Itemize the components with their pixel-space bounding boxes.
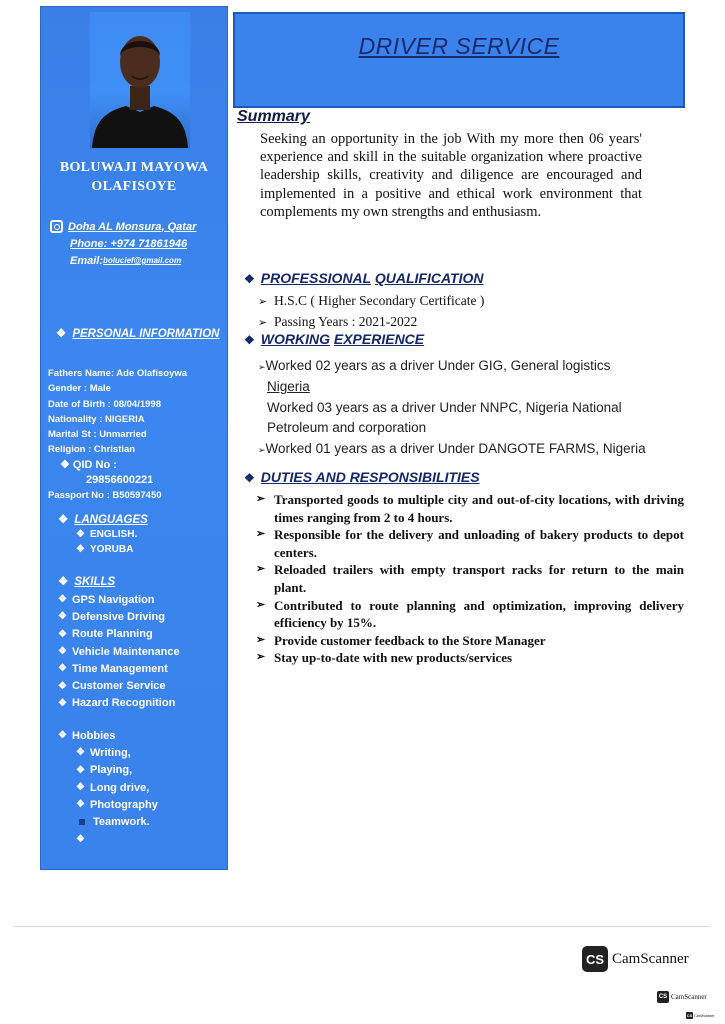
arrow-bullet-icon: ➢ — [256, 563, 266, 576]
skills-heading: ❖ SKILLS — [58, 576, 116, 588]
camscanner-watermark-tiny — [686, 1012, 714, 1019]
arrow-bullet-icon: ➢ — [256, 598, 266, 611]
duties-list — [256, 491, 684, 667]
arrow-bullet-icon: ➢ — [256, 633, 266, 646]
diamond-bullet-icon: ❖ — [60, 458, 73, 471]
skill-item: ❖ Hazard Recognition — [58, 697, 176, 710]
skill-item: ❖ Vehicle Maintenance — [58, 645, 180, 658]
arrow-bullet-icon: ➢ — [258, 362, 266, 372]
diamond-bullet-icon: ❖ — [58, 611, 67, 623]
duty-item: ➢ Contributed to route planning and optimization, improving delivery efficiency by 15%. — [256, 597, 684, 631]
location-pin-icon — [50, 220, 63, 233]
hobby-item: ❖ Writing, — [76, 746, 131, 759]
qualification-item: ➢ H.S.C ( Higher Secondary Certificate ) — [258, 291, 484, 312]
candidate-name — [40, 158, 228, 196]
marital-status: Marital St : Unmarried — [48, 429, 147, 441]
camscanner-logo-icon: CS — [582, 946, 608, 972]
qualification-heading: ❖ PROFESSIONAL QUALIFICATION — [244, 270, 484, 286]
header-banner — [233, 12, 685, 108]
skill-item: ❖ GPS Navigation — [58, 593, 155, 606]
diamond-bullet-icon: ❖ — [244, 333, 255, 347]
name-line-1: BOLUWAJI MAYOWA — [59, 160, 209, 175]
diamond-bullet-icon: ❖ — [244, 471, 255, 485]
diamond-bullet-icon: ❖ — [244, 272, 255, 286]
duty-item: ➢ Reloaded trailers with empty transport racks for return to the main plant. — [256, 562, 684, 595]
arrow-bullet-icon: ➢ — [258, 317, 268, 329]
languages-list — [58, 527, 137, 557]
diamond-bullet-icon: ❖ — [58, 646, 67, 658]
experience-item-cont: Petroleum and corporation — [267, 420, 427, 436]
duty-item: ➢ Stay up-to-date with new products/services — [256, 650, 513, 666]
diamond-bullet-icon: ❖ — [76, 529, 85, 540]
skill-item: ❖ Defensive Driving — [58, 610, 165, 623]
diamond-bullet-icon: ❖ — [58, 680, 67, 692]
diamond-bullet-icon: ❖ — [76, 544, 85, 555]
camscanner-label: CamScanner — [612, 950, 689, 967]
religion: Religion : Christian — [48, 444, 136, 456]
duty-item: ➢ Transported goods to multiple city and out-of-city locations, with driving times ranging from 2 to 4 hours. — [256, 492, 684, 525]
arrow-bullet-icon: ➢ — [258, 296, 268, 308]
diamond-bullet-icon: ❖ — [76, 782, 85, 794]
email-label: Email: — [70, 254, 104, 267]
experience-heading: ❖ WORKING EXPERIENCE — [244, 331, 425, 347]
diamond-bullet-icon: ❖ — [58, 663, 67, 675]
phone-row — [50, 235, 230, 252]
email-row — [50, 252, 230, 269]
skill-item: ❖ Customer Service — [58, 680, 166, 693]
diamond-bullet-icon: ❖ — [58, 514, 69, 526]
personal-info-heading: ❖ PERSONAL INFORMATION — [56, 328, 220, 340]
square-bullet-icon — [79, 819, 85, 825]
hobby-empty-item — [58, 831, 158, 848]
email-link[interactable]: bolucief@gmail.com — [103, 256, 182, 265]
profile-photo — [90, 12, 190, 148]
person-silhouette-icon — [90, 12, 190, 148]
arrow-bullet-icon: ➢ — [256, 528, 266, 541]
hobby-item: ❖ Long drive, — [76, 781, 150, 794]
arrow-bullet-icon: ➢ — [258, 444, 266, 455]
nationality: Nationality : NIGERIA — [48, 413, 145, 425]
language-item: ❖ YORUBA — [76, 544, 134, 555]
camscanner-logo-icon: CS — [686, 1013, 693, 1018]
diamond-bullet-icon: ❖ — [76, 764, 85, 776]
skill-item: ❖ Route Planning — [58, 628, 153, 641]
qualification-item: ➢ Passing Years : 2021-2022 — [258, 312, 484, 333]
sidebar — [40, 6, 228, 870]
experience-item: ➢Worked 01 years as a driver Under DANGOTE FARMS, Nigeria — [258, 440, 646, 456]
location-row — [50, 218, 230, 235]
summary-heading: Summary — [237, 108, 310, 125]
arrow-bullet-icon: ➢ — [256, 651, 266, 664]
diamond-bullet-icon: ❖ — [58, 730, 67, 742]
contact-block — [50, 218, 230, 269]
experience-list — [258, 356, 678, 460]
phone-text: Phone: +974 71861946 — [70, 237, 188, 250]
personal-info — [48, 366, 228, 504]
diamond-bullet-icon: ❖ — [58, 628, 67, 640]
experience-item: ➢Worked 02 years as a driver Under GIG, General logistics — [258, 358, 611, 373]
summary-text: Seeking an opportunity in the job With my more then 06 years' experience and skill in the suitable organization where proactive leadership skills, creativity and diligence are encouraged and implemented in a positive and ethical work environment that complements my own strengths and enthusiasm. — [260, 131, 642, 220]
experience-item: Worked 03 years as a driver Under NNPC, Nigeria National — [267, 399, 622, 415]
camscanner-watermark-small — [657, 991, 707, 1003]
diamond-bullet-icon: ❖ — [56, 328, 67, 340]
qid-value: 29856600221 — [86, 474, 154, 487]
location-text: Doha AL Monsura, Qatar — [68, 220, 197, 233]
camscanner-logo-icon: CS — [657, 991, 669, 1003]
duty-item: ➢ Provide customer feedback to the Store Manager — [256, 632, 546, 648]
date-of-birth: Date of Birth : 08/04/1998 — [48, 398, 161, 410]
language-item: ❖ ENGLISH. — [76, 529, 138, 540]
camscanner-label: CamScanner — [671, 993, 707, 1001]
diamond-bullet-icon: ❖ — [76, 833, 85, 845]
hobby-item: ❖ Playing, — [76, 764, 133, 777]
diamond-bullet-icon: ❖ — [76, 747, 85, 759]
arrow-bullet-icon: ➢ — [256, 493, 266, 505]
name-line-2: OLAFISOYE — [91, 179, 177, 194]
fathers-name: Fathers Name: Ade Olafisoywa — [48, 368, 188, 379]
experience-item-cont: Nigeria — [267, 379, 310, 395]
hobbies-heading: ❖ Hobbies — [58, 729, 116, 742]
hobby-item: Teamwork. — [58, 813, 158, 830]
skill-item: ❖ Time Management — [58, 662, 168, 675]
hobby-item: ❖ Photography — [76, 798, 158, 811]
camscanner-watermark — [582, 946, 689, 972]
diamond-bullet-icon: ❖ — [58, 576, 69, 588]
page-title: DRIVER SERVICE — [358, 33, 560, 59]
qid-label: QID No : — [72, 458, 117, 471]
diamond-bullet-icon: ❖ — [76, 799, 85, 811]
duties-heading: ❖ DUTIES AND RESPONSIBILITIES — [244, 469, 480, 485]
hobbies-list — [58, 727, 158, 848]
qualification-list — [258, 291, 484, 333]
passport-number: Passport No : B50597450 — [48, 490, 162, 502]
skills-list — [58, 591, 180, 712]
diamond-bullet-icon: ❖ — [58, 594, 67, 606]
duty-item: ➢ Responsible for the delivery and unloading of bakery products to depot centers. — [256, 527, 684, 560]
qid-label-row — [48, 458, 228, 473]
gender: Gender : Male — [48, 383, 111, 395]
languages-heading: ❖ LANGUAGES — [58, 514, 148, 526]
diamond-bullet-icon: ❖ — [58, 697, 67, 709]
camscanner-label: CamScanner — [694, 1013, 715, 1018]
page-divider — [14, 926, 710, 927]
